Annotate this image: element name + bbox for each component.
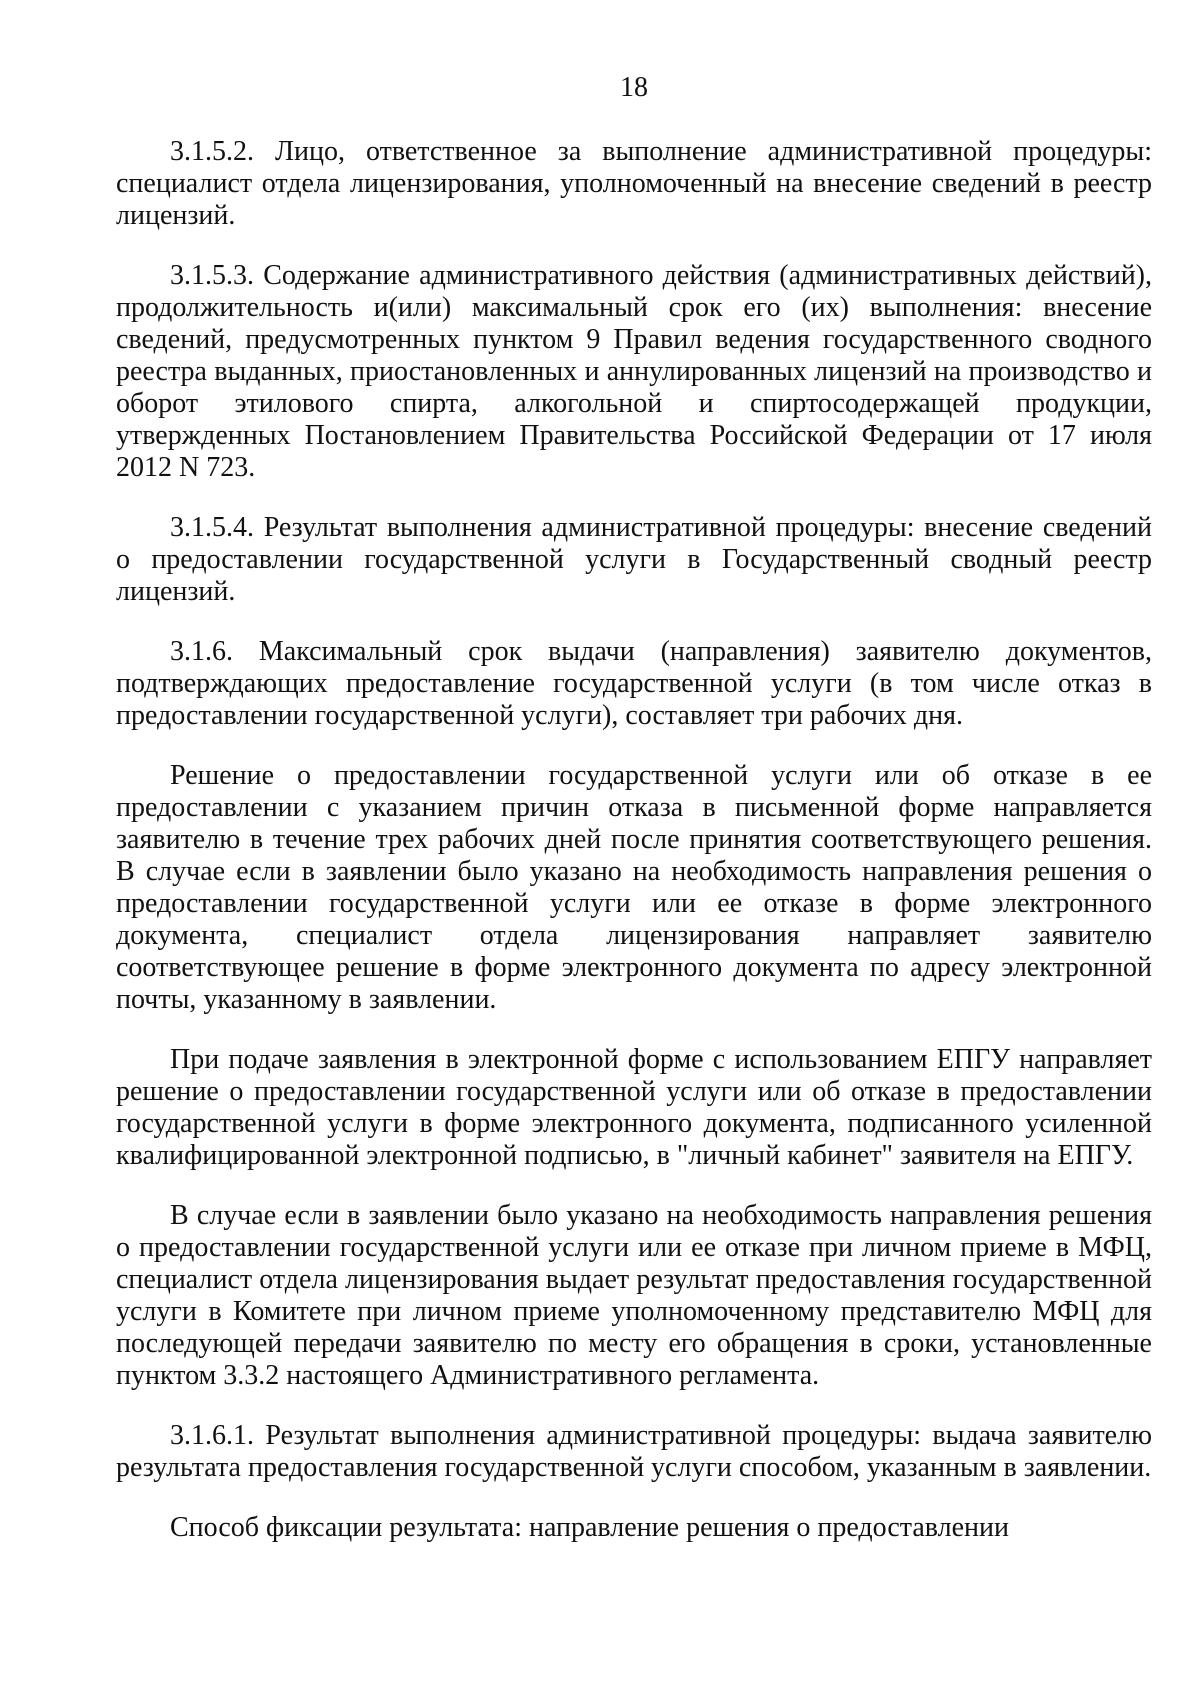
paragraph-3-1-5-4: 3.1.5.4. Результат выполнения административной процедуры: внесение сведений о предоставлении государственной услуги в Государственный сводный реестр лицензий. <box>116 512 1152 607</box>
paragraph-decision-notice: Решение о предоставлении государственной услуги или об отказе в ее предоставлении с указанием причин отказа в письменной форме направляется заявителю в течение трех рабочих дней после принятия соответствующего решения. В случае если в заявлении было указано на необходимость направления решения о предоставлении государственной услуги или ее отказе в форме электронного документа, специалист отдела лицензирования направляет заявителю соответствующее решение в форме электронного документа по адресу электронной почты, указанному в заявлении. <box>116 760 1152 1015</box>
paragraph-mfc-delivery: В случае если в заявлении было указано на необходимость направления решения о предоставлении государственной услуги или ее отказе при личном приеме в МФЦ, специалист отдела лицензирования выдает результат предоставления государственной услуги в Комитете при личном приеме уполномоченному представителю МФЦ для последующей передачи заявителю по месту его обращения в сроки, установленные пунктом 3.3.2 настоящего Административного регламента. <box>116 1200 1152 1391</box>
paragraph-3-1-5-3: 3.1.5.3. Содержание административного действия (административных действий), продолжительность и(или) максимальный срок его (их) выполнения: внесение сведений, предусмотренных пунктом 9 Правил ведения государственного сводного реестра выданных, приостановленных и аннулированных лицензий на производство и оборот этилового спирта, алкогольной и спиртосодержащей продукции, утвержденных Постановлением Правительства Российской Федерации от 17 июля 2012 N 723. <box>116 260 1152 483</box>
paragraph-epgu-submission: При подаче заявления в электронной форме с использованием ЕПГУ направляет решение о предоставлении государственной услуги или об отказе в предоставлении государственной услуги в форме электронного документа, подписанного усиленной квалифицированной электронной подписью, в "личный кабинет" заявителя на ЕПГУ. <box>116 1044 1152 1171</box>
paragraph-3-1-6-1: 3.1.6.1. Результат выполнения административной процедуры: выдача заявителю результата предоставления государственной услуги способом, указанным в заявлении. <box>116 1420 1152 1483</box>
paragraph-3-1-5-2: 3.1.5.2. Лицо, ответственное за выполнение административной процедуры: специалист отдела лицензирования, уполномоченный на внесение сведений в реестр лицензий. <box>116 136 1152 231</box>
paragraph-fixation-method: Способ фиксации результата: направление решения о предоставлении <box>170 1512 1009 1543</box>
paragraph-3-1-6: 3.1.6. Максимальный срок выдачи (направления) заявителю документов, подтверждающих предоставление государственной услуги (в том числе отказ в предоставлении государственной услуги), составляет три рабочих дня. <box>116 636 1152 731</box>
page-number: 18 <box>620 72 648 103</box>
